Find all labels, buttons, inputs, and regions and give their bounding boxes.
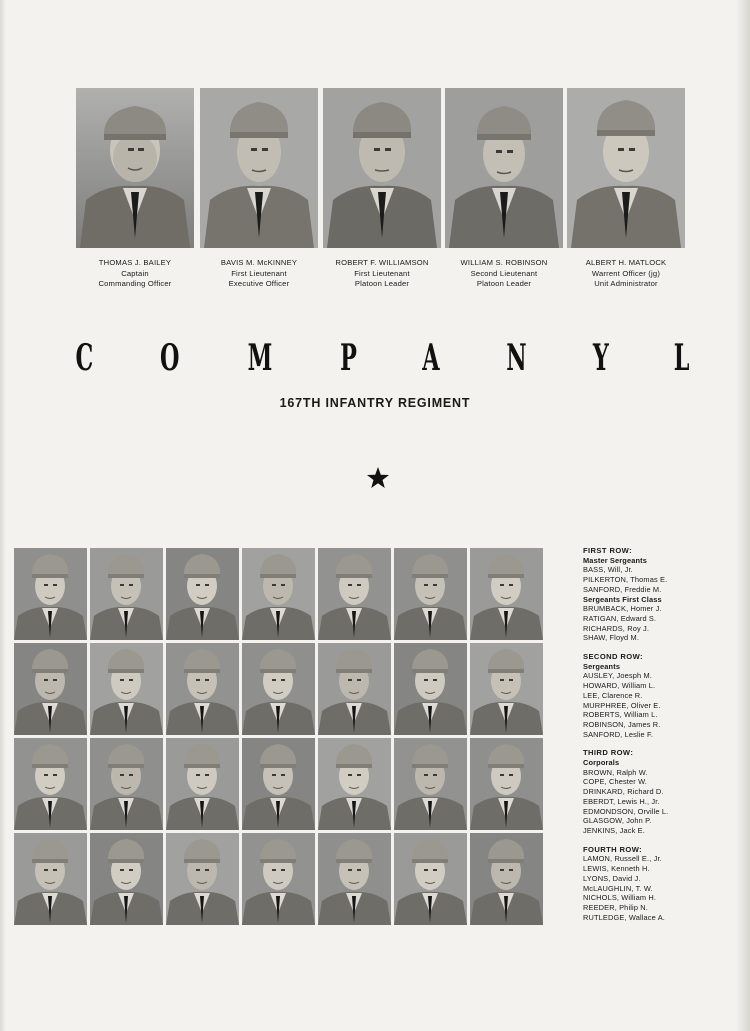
title-letter: M (247, 337, 273, 379)
roster-name: LAMON, Russell E., Jr. (583, 854, 662, 864)
officer-rank: First Lieutenant (354, 268, 410, 278)
roster-name: AUSLEY, Joesph M. (583, 671, 652, 681)
roster-name: HOWARD, William L. (583, 681, 656, 691)
roster-name: PILKERTON, Thomas E. (583, 575, 668, 585)
roster-name: ROBERTS, William L. (583, 710, 658, 720)
star-icon (366, 466, 390, 490)
officer-rank: Warrent Officer (jg) (591, 268, 661, 278)
officer-name: ALBERT H. MATLOCK (585, 258, 667, 267)
officer-photo (76, 88, 194, 248)
roster-group-label: Sergeants (583, 661, 621, 671)
roster-name: DRINKARD, Richard D. (583, 787, 664, 797)
roster-name: SHAW, Floyd M. (583, 633, 640, 643)
officer-row (76, 88, 686, 288)
officer-name: THOMAS J. BAILEY (98, 258, 172, 267)
officer-role: Unit Administrator (594, 279, 658, 288)
title-letter: P (340, 337, 357, 379)
regiment-subtitle: 167TH INFANTRY REGIMENT (279, 396, 471, 410)
roster-name: EDMONDSON, Orville L. (583, 806, 669, 816)
roster-group-label: Master Sergeants (583, 555, 648, 565)
portrait-image (445, 88, 563, 248)
enlisted-photo (470, 738, 543, 830)
roster-group-label: Sergeants First Class (583, 594, 662, 604)
roster-name: RUTLEDGE, Wallace A. (583, 912, 665, 922)
officer-rank: Second Lieutenant (470, 268, 538, 278)
title-letter: Y (592, 337, 609, 379)
officer-role: Platoon Leader (354, 279, 410, 288)
officer-photo (200, 88, 318, 248)
officer-caption (445, 258, 563, 290)
officer-caption (76, 258, 194, 290)
company-title (70, 338, 694, 378)
enlisted-photo (166, 548, 239, 640)
enlisted-photo (318, 548, 391, 640)
roster-name: EBERDT, Lewis H., Jr. (583, 796, 660, 806)
officer-name: ROBERT F. WILLIAMSON (335, 258, 429, 267)
officer-name: BAVIS M. McKINNEY (220, 258, 298, 267)
enlisted-photo (394, 738, 467, 830)
enlisted-photo (318, 833, 391, 925)
roster-name: LYONS, David J. (583, 873, 641, 883)
officer-card (445, 88, 563, 290)
officer-photo (323, 88, 441, 248)
title-letter: N (506, 337, 527, 379)
roster-row-heading: SECOND ROW: (583, 652, 643, 662)
enlisted-photo (242, 548, 315, 640)
enlisted-photo (470, 833, 543, 925)
enlisted-photo (166, 643, 239, 735)
title-letter: L (673, 337, 690, 379)
officer-rank: Captain (121, 268, 149, 278)
officer-caption (323, 258, 441, 290)
roster-row-heading: THIRD ROW: (583, 748, 634, 758)
officer-role: Platoon Leader (476, 279, 532, 288)
roster-name: RATIGAN, Edward S. (583, 613, 657, 623)
enlisted-photo (318, 738, 391, 830)
officer-card (323, 88, 441, 290)
enlisted-photo (394, 548, 467, 640)
officer-rank: First Lieutenant (231, 268, 287, 278)
roster-name: LEE, Clarence R. (583, 690, 643, 700)
officer-caption (567, 258, 685, 290)
officer-photo (567, 88, 685, 248)
title-letter: O (159, 337, 180, 379)
enlisted-photo (90, 643, 163, 735)
roster-name: MURPHREE, Oliver E. (583, 700, 661, 710)
roster-name: LEWIS, Kenneth H. (583, 864, 650, 874)
officer-card (76, 88, 194, 290)
roster-name: ROBINSON, James R. (583, 719, 661, 729)
enlisted-photo (470, 643, 543, 735)
title-letter: C (75, 337, 94, 379)
roster-list (583, 546, 743, 922)
enlisted-photo (14, 738, 87, 830)
roster-row-heading: FOURTH ROW: (583, 844, 643, 854)
portrait-image (76, 88, 194, 248)
roster-name: NICHOLS, William H. (583, 893, 657, 903)
enlisted-photo (166, 833, 239, 925)
roster-name: GLASGOW, John P. (583, 816, 652, 826)
officer-name: WILLIAM S. ROBINSON (460, 258, 548, 267)
enlisted-photo (90, 833, 163, 925)
officer-role: Executive Officer (228, 279, 290, 288)
enlisted-photo (14, 548, 87, 640)
enlisted-photo (166, 738, 239, 830)
roster-name: SANFORD, Freddie M. (583, 584, 662, 594)
roster-name: BROWN, Ralph W. (583, 767, 648, 777)
enlisted-photo (242, 738, 315, 830)
officer-card (200, 88, 318, 290)
enlisted-photo (14, 643, 87, 735)
officer-card (567, 88, 685, 290)
enlisted-photo (318, 643, 391, 735)
enlisted-photo (242, 833, 315, 925)
roster-row-heading: FIRST ROW: (583, 546, 632, 555)
roster-name: BRUMBACK, Homer J. (583, 604, 662, 614)
roster-name: McLAUGHLIN, T. W. (583, 883, 653, 893)
enlisted-photo (394, 833, 467, 925)
title-letter: A (422, 337, 440, 379)
enlisted-photo-grid (14, 548, 548, 936)
roster-name: COPE, Chester W. (583, 777, 648, 787)
roster-name: JENKINS, Jack E. (583, 825, 645, 835)
portrait-image (567, 88, 685, 248)
enlisted-photo (394, 643, 467, 735)
officer-role: Commanding Officer (98, 279, 172, 288)
roster-name: BASS, Will, Jr. (583, 565, 633, 575)
roster-name: RICHARDS, Roy J. (583, 623, 650, 633)
enlisted-photo (90, 738, 163, 830)
enlisted-photo (14, 833, 87, 925)
officer-photo (445, 88, 563, 248)
roster-name: SANFORD, Leslie F. (583, 729, 654, 739)
roster-group-label: Corporals (583, 758, 620, 768)
portrait-image (323, 88, 441, 248)
enlisted-photo (90, 548, 163, 640)
officer-caption (200, 258, 318, 290)
enlisted-photo (242, 643, 315, 735)
portrait-image (200, 88, 318, 248)
roster-name: REEDER, Philip N. (583, 902, 648, 912)
enlisted-photo (470, 548, 543, 640)
